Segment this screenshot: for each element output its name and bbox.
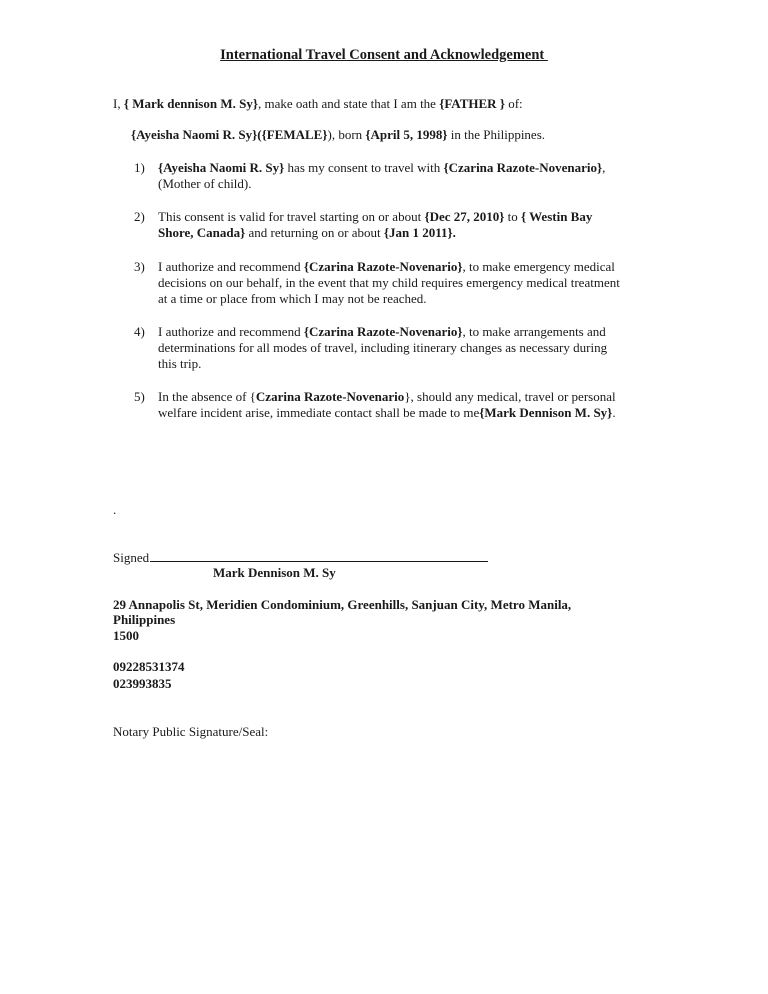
- item-text: [158, 259, 654, 307]
- guardian-name: {Czarina Razote-Novenario}: [443, 160, 603, 175]
- item-text-part: , to make emergency medical: [462, 259, 615, 274]
- intro-prefix: I,: [113, 96, 124, 111]
- guardian-name: {Czarina Razote-Novenario}: [303, 259, 463, 274]
- phone-landline: 023993835: [113, 676, 172, 691]
- item-text-line: determinations for all modes of travel, including itinerary changes as necessary during: [158, 340, 608, 355]
- item-text-line: at a time or place from which I may not be reached.: [158, 291, 427, 306]
- item-number: 2): [134, 209, 145, 224]
- intro-line: [113, 96, 523, 112]
- guardian-name: Czarina Razote-Novenario: [255, 389, 405, 404]
- signature-field: [150, 549, 488, 562]
- item-text-part: I authorize and recommend: [158, 324, 304, 339]
- item-number: 3): [134, 259, 145, 274]
- address-line-1: 29 Annapolis St, Meridien Condominium, Greenhills, Sanjuan City, Metro Manila,: [113, 597, 572, 612]
- item-text-line: decisions on our behalf, in the event that my child requires emergency medical treatment: [158, 275, 620, 290]
- child-dob: {April 5, 1998}: [365, 127, 448, 142]
- parent-name: {Mark Dennison M. Sy}: [479, 405, 613, 420]
- signer-name: Mark Dennison M. Sy: [213, 565, 336, 580]
- item-text-part: to: [504, 209, 522, 224]
- destination: Shore, Canada}: [158, 225, 246, 240]
- item-text-part: welfare incident arise, immediate contact shall be made to me: [158, 405, 480, 420]
- item-number: 4): [134, 324, 145, 339]
- address-line-2: Philippines: [113, 612, 176, 627]
- item-text: [158, 160, 654, 192]
- stray-dot: .: [113, 502, 117, 517]
- phone-mobile: 09228531374: [113, 659, 185, 674]
- child-name: {Ayeisha Naomi R. Sy}: [158, 160, 285, 175]
- child-line-mid: ), born: [327, 127, 366, 142]
- item-text-part: In the absence of {: [158, 389, 256, 404]
- item-text-part: This consent is valid for travel starting on or about: [158, 209, 425, 224]
- item-text-line: (Mother of child).: [158, 176, 252, 191]
- signature-line: [113, 549, 488, 566]
- notary-label: Notary Public Signature/Seal:: [113, 724, 269, 739]
- address-postal-code: 1500: [113, 628, 139, 643]
- item-text: [158, 324, 654, 372]
- destination: { Westin Bay: [521, 209, 593, 224]
- item-text-part: I authorize and recommend: [158, 259, 304, 274]
- item-text: [158, 389, 654, 421]
- intro-suffix: of:: [504, 96, 523, 111]
- item-number: 1): [134, 160, 145, 175]
- guardian-name: {Czarina Razote-Novenario}: [303, 324, 463, 339]
- item-text-part: has my consent to travel with: [284, 160, 444, 175]
- parent-role: {FATHER }: [439, 96, 505, 111]
- item-text: [158, 209, 654, 241]
- document-title: International Travel Consent and Acknowledgement: [220, 47, 548, 63]
- item-text-part: and returning on or about: [245, 225, 384, 240]
- intro-mid: , make oath and state that I am the: [257, 96, 440, 111]
- start-date: {Dec 27, 2010}: [424, 209, 505, 224]
- item-number: 5): [134, 389, 145, 404]
- child-line: [131, 127, 545, 143]
- item-text-line: this trip.: [158, 356, 202, 371]
- child-name: {Ayeisha Naomi R. Sy}({FEMALE}: [131, 127, 328, 142]
- item-text-part: ,: [602, 160, 606, 175]
- return-date: {Jan 1 2011}.: [383, 225, 456, 240]
- signed-label: Signed: [113, 550, 150, 565]
- item-text-part: .: [612, 405, 616, 420]
- item-text-part: }, should any medical, travel or personal: [404, 389, 616, 404]
- child-line-suffix: in the Philippines.: [447, 127, 546, 142]
- item-text-part: , to make arrangements and: [462, 324, 606, 339]
- parent-name: { Mark dennison M. Sy}: [123, 96, 258, 111]
